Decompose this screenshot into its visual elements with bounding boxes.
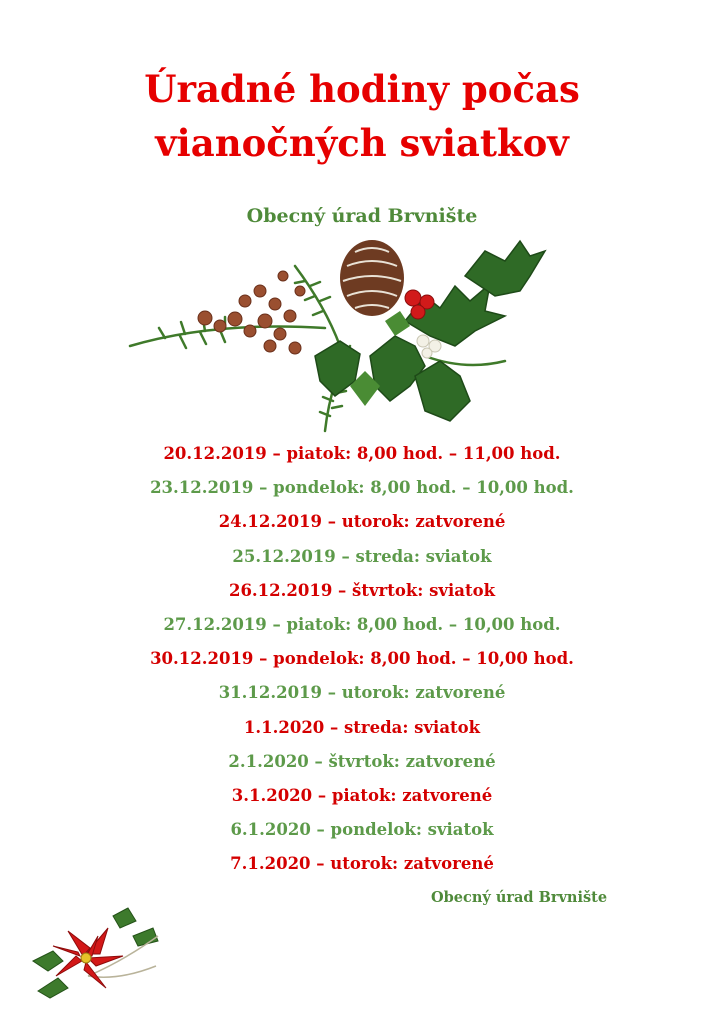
schedule-item: 25.12.2019 – streda: sviatok bbox=[232, 546, 492, 566]
office-name: Obecný úrad Brvnište bbox=[246, 205, 478, 227]
christmas-greenery-image bbox=[125, 236, 555, 441]
schedule-item: 31.12.2019 – utorok: zatvorené bbox=[218, 683, 506, 703]
title-line-2: vianočných sviatkov bbox=[155, 121, 569, 165]
poinsettia-image bbox=[28, 906, 166, 1002]
schedule-item: 6.1.2020 – pondelok: sviatok bbox=[230, 820, 494, 840]
schedule-item: 3.1.2020 – piatok: zatvorené bbox=[231, 785, 493, 805]
schedule-item: 30.12.2019 – pondelok: 8,00 hod. – 10,00 hod. bbox=[150, 649, 574, 669]
signature: Obecný úrad Brvnište bbox=[431, 889, 608, 906]
schedule-item: 24.12.2019 – utorok: zatvorené bbox=[218, 512, 506, 532]
page-title bbox=[0, 62, 724, 170]
schedule-item: 23.12.2019 – pondelok: 8,00 hod. – 10,00 hod. bbox=[150, 478, 574, 498]
pinecone-icon bbox=[340, 240, 404, 316]
schedule-item: 1.1.2020 – streda: sviatok bbox=[243, 717, 481, 737]
schedule-item: 20.12.2019 – piatok: 8,00 hod. – 11,00 hod. bbox=[163, 444, 561, 463]
schedule-item: 7.1.2020 – utorok: zatvorené bbox=[230, 854, 494, 874]
schedule-item: 27.12.2019 – piatok: 8,00 hod. – 10,00 hod. bbox=[163, 614, 561, 634]
title-line-1: Úradné hodiny počas bbox=[144, 67, 580, 111]
schedule-item: 2.1.2020 – štvrtok: zatvorené bbox=[228, 751, 496, 771]
holiday-schedule-list bbox=[0, 440, 724, 884]
schedule-item: 26.12.2019 – štvrtok: sviatok bbox=[228, 580, 496, 600]
